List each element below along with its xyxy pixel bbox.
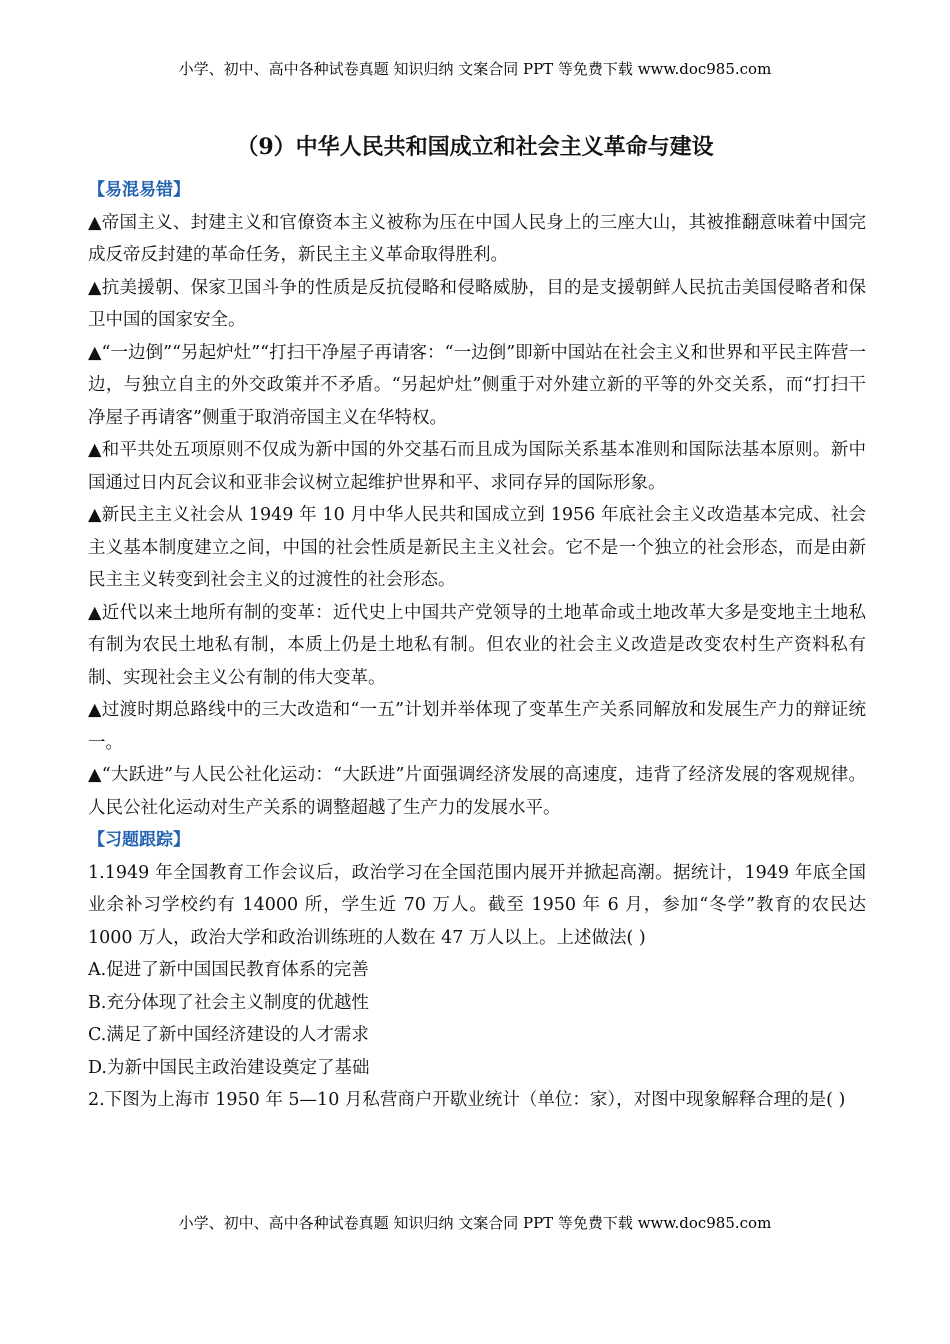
page-title: （9）中华人民共和国成立和社会主义革命与建设 bbox=[236, 134, 714, 160]
document-body bbox=[88, 174, 866, 1117]
confusion-item: ▲新民主主义社会从 1949 年 10 月中华人民共和国成立到 1956 年底社会主义改造基本完成、社会主义基本制度建立之间，中国的社会性质是新民主主义社会。它不是一个独立的社会形态，而是由新民主主义转变到社会主义的过渡性的社会形态。 bbox=[88, 505, 866, 590]
question-2-stem: 2.下图为上海市 1950 年 5—10 月私营商户开歇业统计（单位：家），对图中现象解释合理的是( ) bbox=[88, 1090, 846, 1110]
confusion-item: ▲帝国主义、封建主义和官僚资本主义被称为压在中国人民身上的三座大山，其被推翻意味着中国完成反帝反封建的革命任务，新民主主义革命取得胜利。 bbox=[88, 212, 866, 265]
question-1-option-b: B.充分体现了社会主义制度的优越性 bbox=[88, 992, 369, 1013]
question-1-option-a: A.促进了新中国国民教育体系的完善 bbox=[88, 960, 369, 980]
page-footer: 小学、初中、高中各种试卷真题 知识归纳 文案合同 PPT 等免费下载 www.doc985.com bbox=[178, 1214, 772, 1232]
question-1-option-d: D.为新中国民主政治建设奠定了基础 bbox=[88, 1057, 370, 1078]
section-heading-confusion: 【易混易错】 bbox=[88, 180, 190, 200]
confusion-item: ▲近代以来土地所有制的变革：近代史上中国共产党领导的土地革命或土地改革大多是变地主土地私有制为农民土地私有制，本质上仍是土地私有制。但农业的社会主义改造是改变农村生产资料私有制、实现社会主义公有制的伟大变革。 bbox=[88, 602, 866, 688]
section-heading-practice: 【习题跟踪】 bbox=[88, 830, 190, 850]
confusion-item: ▲过渡时期总路线中的三大改造和“一五”计划并举体现了变革生产关系同解放和发展生产力的辩证统一。 bbox=[88, 700, 866, 753]
question-1-stem: 1.1949 年全国教育工作会议后，政治学习在全国范围内展开并掀起高潮。据统计，1949 年底全国业余补习学校约有 14000 所，学生近 70 万人。截至 1950 年 6 月，参加“冬学”教育的农民达 1000 万人，政治大学和政治训练班的人数在 47 万人以上。上述做法( ) bbox=[88, 862, 866, 948]
question-1-option-c: C.满足了新中国经济建设的人才需求 bbox=[88, 1025, 369, 1045]
page-header: 小学、初中、高中各种试卷真题 知识归纳 文案合同 PPT 等免费下载 www.doc985.com bbox=[178, 60, 772, 78]
confusion-item: ▲和平共处五项原则不仅成为新中国的外交基石而且成为国际关系基本准则和国际法基本原则。新中国通过日内瓦会议和亚非会议树立起维护世界和平、求同存异的国际形象。 bbox=[88, 440, 866, 493]
confusion-item: ▲“一边倒”“另起炉灶”“打扫干净屋子再请客：“一边倒”即新中国站在社会主义和世界和平民主阵营一边，与独立自主的外交政策并不矛盾。“另起炉灶”侧重于对外建立新的平等的外交关系，而“打扫干净屋子再请客”侧重于取消帝国主义在华特权。 bbox=[88, 342, 866, 428]
confusion-item: ▲“大跃进”与人民公社化运动：“大跃进”片面强调经济发展的高速度，违背了经济发展的客观规律。人民公社化运动对生产关系的调整超越了生产力的发展水平。 bbox=[88, 765, 866, 818]
confusion-item: ▲抗美援朝、保家卫国斗争的性质是反抗侵略和侵略威胁，目的是支援朝鲜人民抗击美国侵略者和保卫中国的国家安全。 bbox=[88, 277, 866, 330]
